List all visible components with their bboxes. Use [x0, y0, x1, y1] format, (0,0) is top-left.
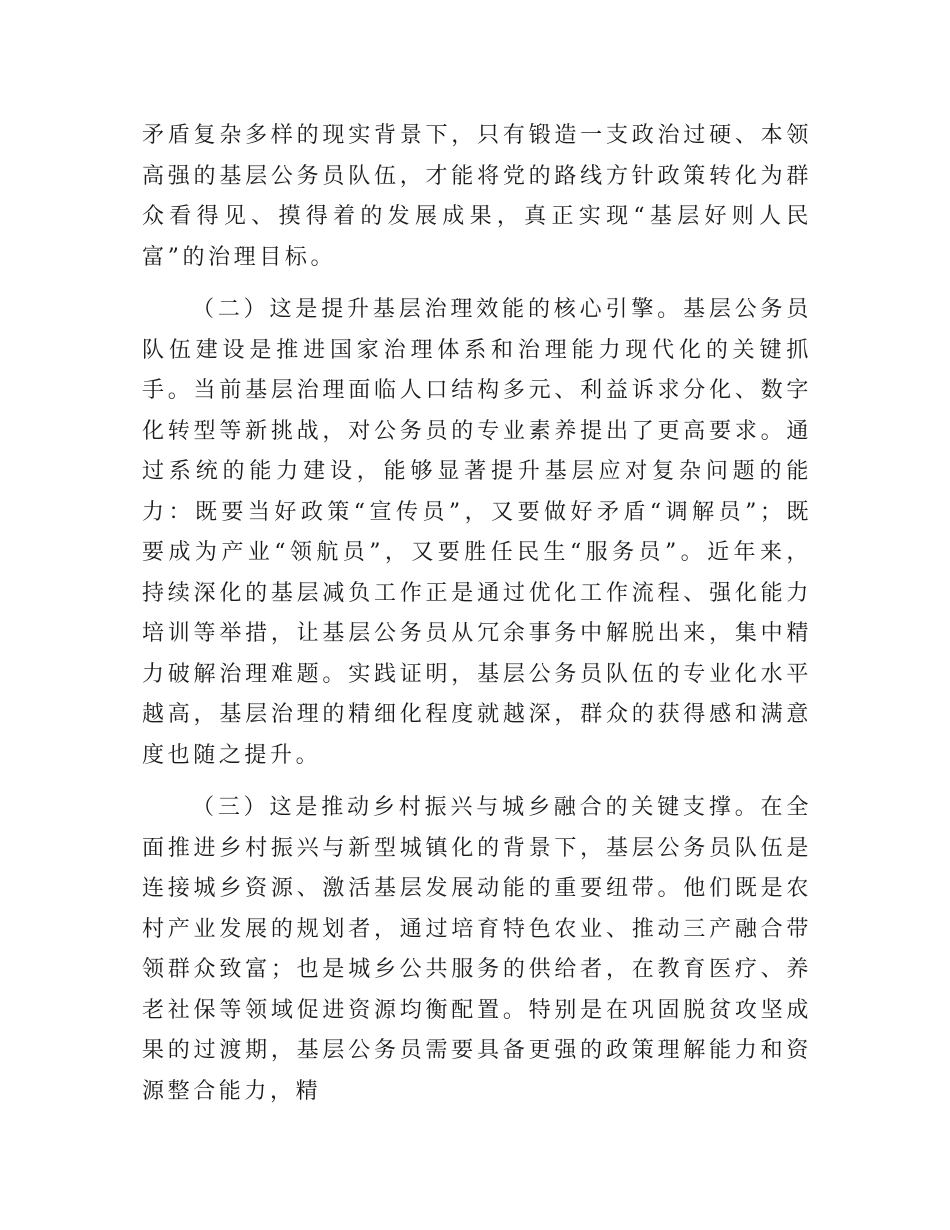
paragraph-section-three: （三）这是推动乡村振兴与城乡融合的关键支撑。在全面推进乡村振兴与新型城镇化的背景下，基层公务员队伍是连接城乡资源、激活基层发展动能的重要纽带。他们既是农村产业发展的规划者，通过培育特色农业、推动三产融合带领群众致富；也是城乡公共服务的供给者，在教育医疗、养老社保等领域促进资源均衡配置。特别是在巩固脱贫攻坚成果的过渡期，基层公务员需要具备更强的政策理解能力和资源整合能力，精	[142, 795, 812, 1104]
paragraph-section-two: （二）这是提升基层治理效能的核心引擎。基层公务员队伍建设是推进国家治理体系和治理能力现代化的关键抓手。当前基层治理面临人口结构多元、利益诉求分化、数字化转型等新挑战，对公务员的专业素养提出了更高要求。通过系统的能力建设，能够显著提升基层应对复杂问题的能力：既要当好政策“宣传员”，又要做好矛盾“调解员”；既要成为产业“领航员”，又要胜任民生“服务员”。近年来，持续深化的基层减负工作正是通过优化工作流程、强化能力培训等举措，让基层公务员从冗余事务中解脱出来，集中精力破解治理难题。实践证明，基层公务员队伍的专业化水平越高，基层治理的精细化程度就越深，群众的获得感和满意度也随之提升。	[142, 297, 812, 768]
paragraph-continuation: 矛盾复杂多样的现实背景下，只有锻造一支政治过硬、本领高强的基层公务员队伍，才能将党的路线方针政策转化为群众看得见、摸得着的发展成果，真正实现“基层好则人民富”的治理目标。	[142, 123, 812, 270]
document-body	[142, 116, 812, 1124]
